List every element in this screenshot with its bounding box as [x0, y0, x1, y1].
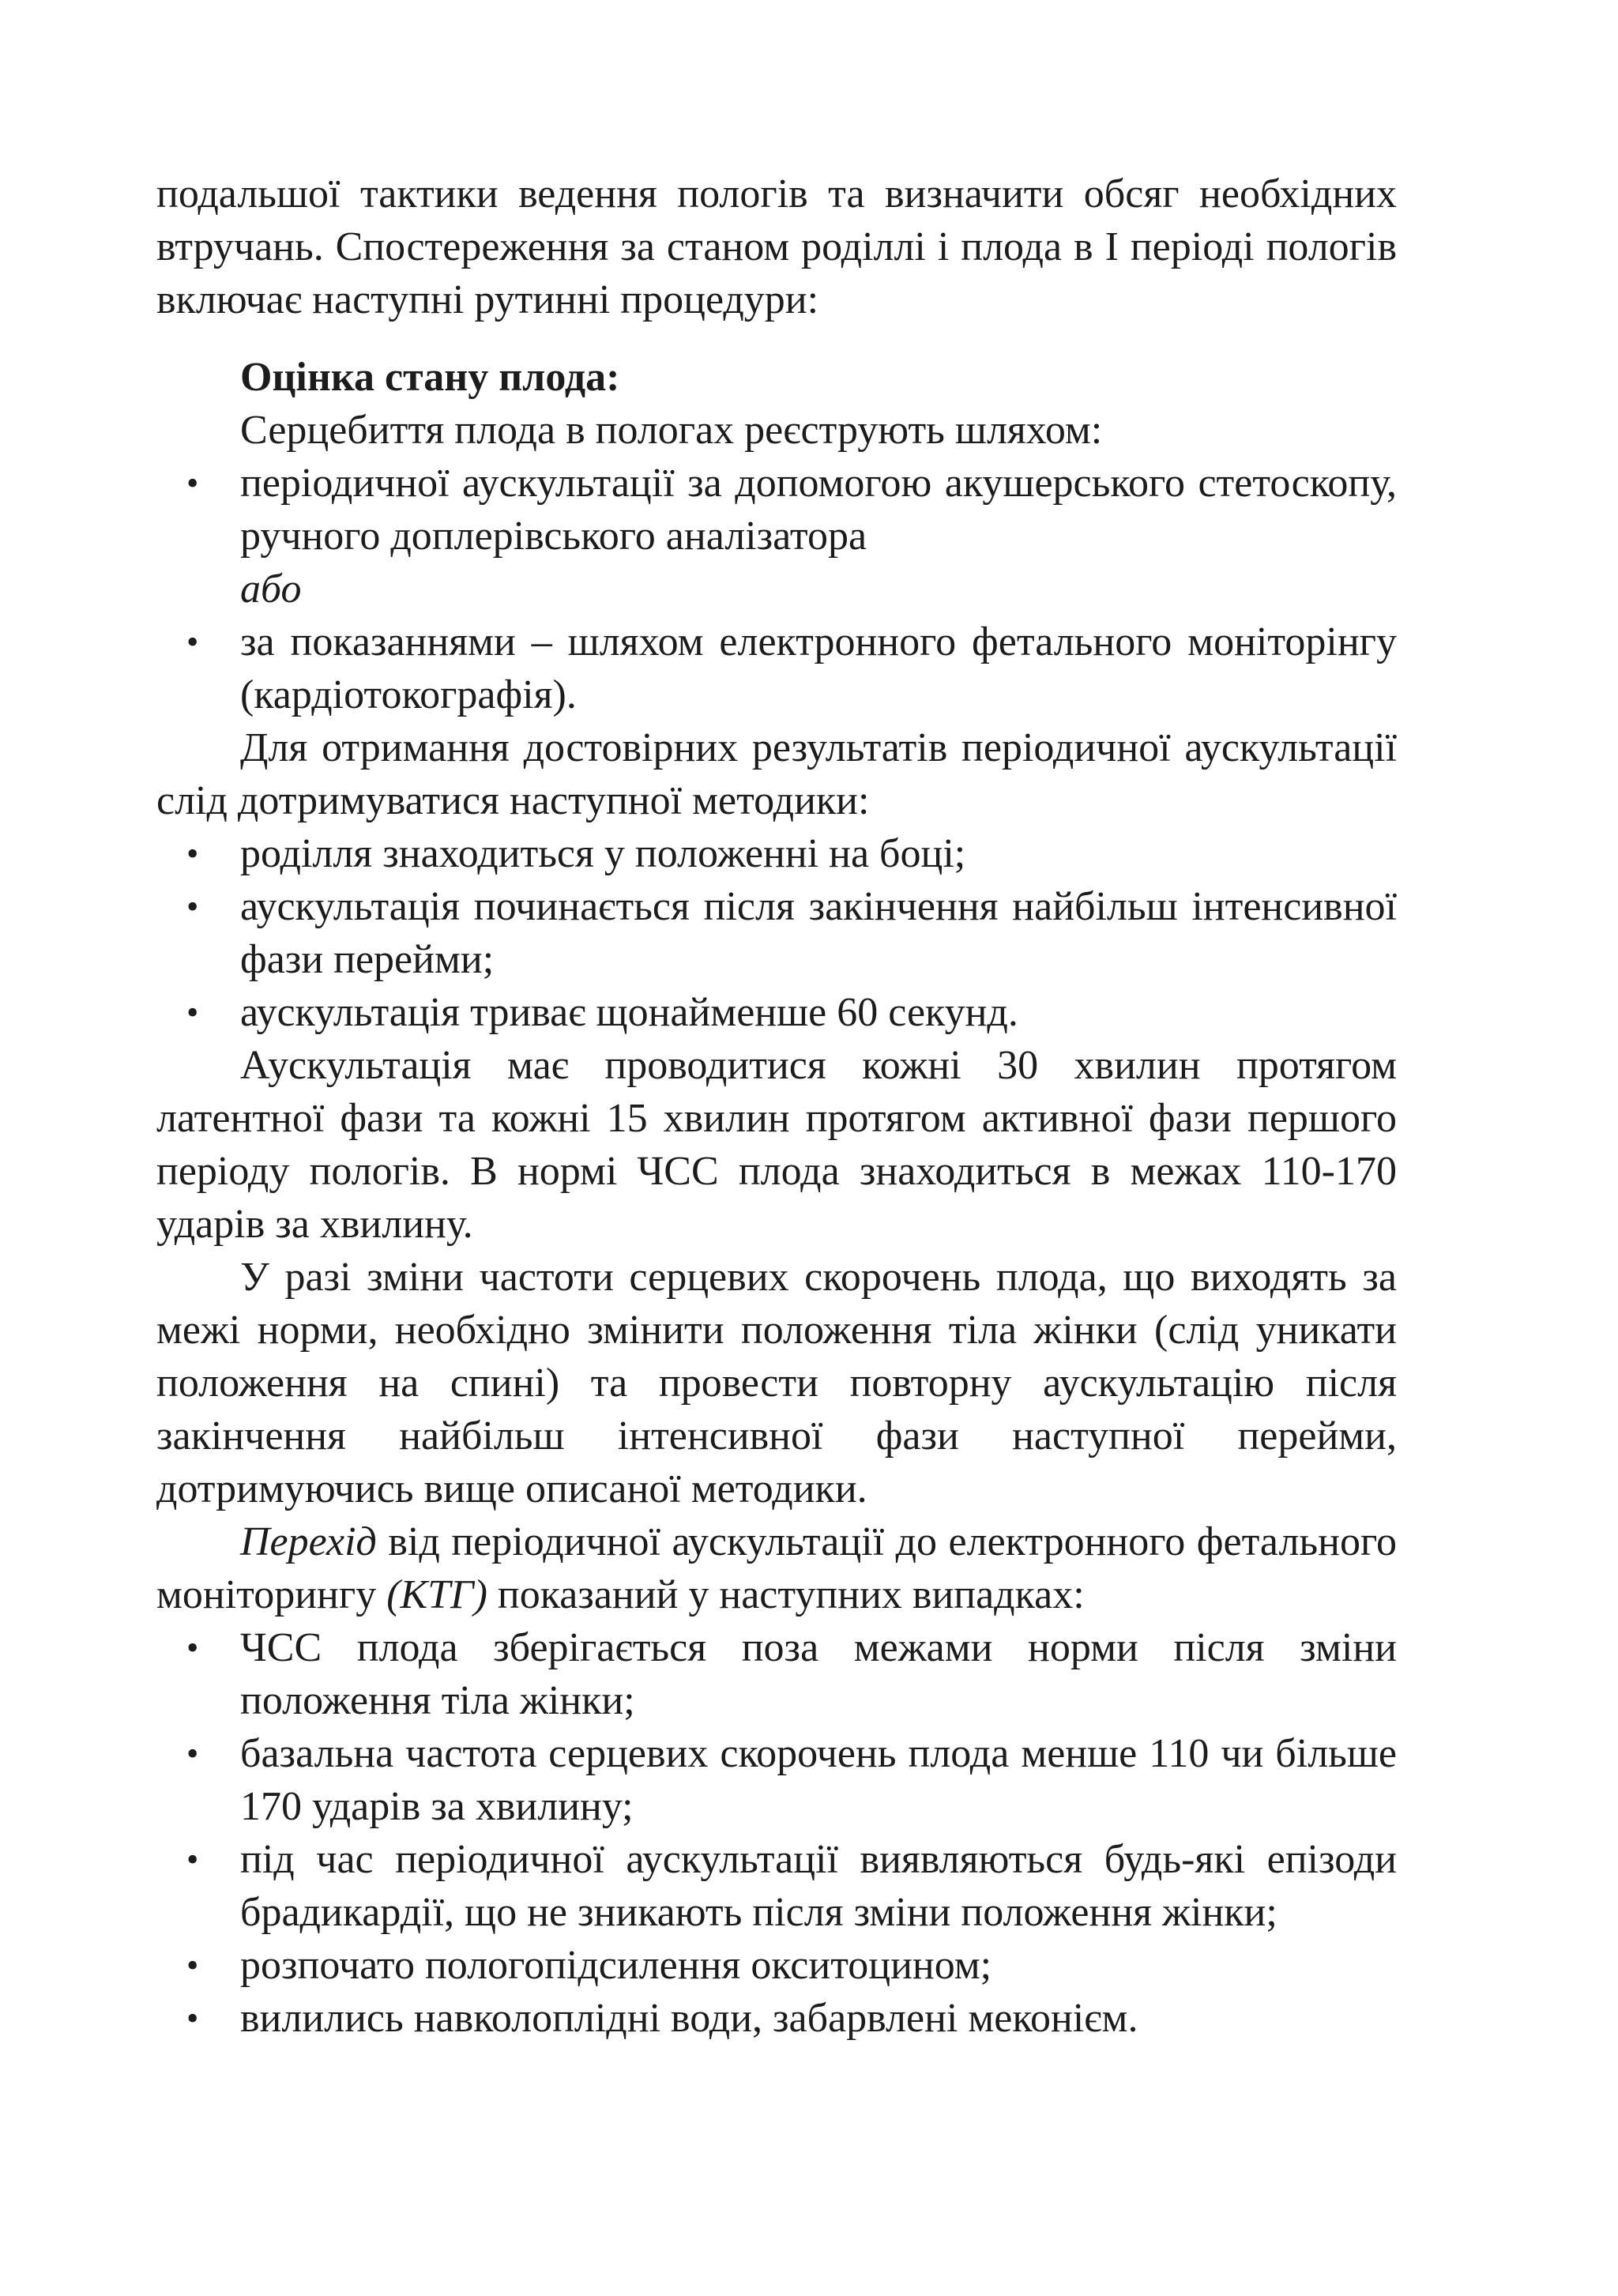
intro-paragraph: подальшої тактики ведення пологів та визначити обсяг необхідних втручань. Спостереження за станом роділлі і плода в І періоді пологів включає наступні рутинні процедури: [156, 171, 1397, 322]
list-item-text: розпочато пологопідсилення окситоцином; [240, 1943, 992, 1988]
list-item-text: аускультація починається після закінчення найбільш інтенсивної фази перейми; [240, 884, 1397, 982]
bullet-icon: • [186, 623, 199, 661]
list-item-text: під час періодичної аускультації виявляються будь-які епізоди брадикардії, що не зникають після зміни положення жінки; [240, 1837, 1397, 1935]
registration-methods-list [156, 457, 1397, 563]
bullet-icon: • [186, 1946, 199, 1985]
list-item [156, 1992, 1397, 2045]
list-item [156, 1833, 1397, 1939]
bullet-icon: • [186, 1840, 199, 1879]
bullet-icon: • [186, 834, 199, 873]
transition-cases-list [156, 1621, 1397, 2045]
list-item [156, 1621, 1397, 1727]
list-item [156, 986, 1397, 1039]
bullet-icon: • [186, 464, 199, 502]
section-lead: Серцебиття плода в пологах реєструють шляхом: [240, 408, 1103, 453]
list-item [156, 615, 1397, 721]
document-page [156, 167, 1397, 2045]
list-item [156, 827, 1397, 880]
bullet-icon: • [186, 887, 199, 926]
bullet-icon: • [186, 1999, 199, 2038]
bullet-icon: • [186, 1734, 199, 1773]
bullet-icon: • [186, 993, 199, 1032]
bullet-icon: • [186, 1628, 199, 1667]
list-item [156, 1727, 1397, 1833]
list-item-text: вилились навколоплідні води, забарвлені меконієм. [240, 1996, 1138, 2041]
transition-tail: показаний у наступних випадках: [487, 1572, 1085, 1617]
list-item-text: аускультація триває щонайменше 60 секунд. [240, 990, 1018, 1035]
transition-middle: від періодичної аускультації до електронного фетального моніторингу [156, 1519, 1397, 1617]
list-item [156, 880, 1397, 986]
methodology-list [156, 827, 1397, 1039]
list-item-text: роділля знаходиться у положенні на боці; [240, 831, 966, 876]
list-item-text: ЧСС плода зберігається поза межами норми після зміни положення тіла жінки; [240, 1625, 1397, 1723]
transition-paragraph [156, 1515, 1397, 1621]
frequency-paragraph: Аускультація має проводитися кожні 30 хвилин протягом латентної фази та кожні 15 хвилин протягом активної фази першого періоду пологів. В нормі ЧСС плода знаходиться в межах 110-170 ударів за хвилину. [156, 1043, 1397, 1247]
registration-methods-list-2 [156, 615, 1397, 721]
section-heading: Оцінка стану плода: [240, 355, 620, 400]
change-paragraph: У разі зміни частоти серцевих скорочень плода, що виходять за межі норми, необхідно змінити положення тіла жінки (слід уникати положення на спині) та провести повторну аускультацію після закінчення найбільш інтенсивної фази наступної перейми, дотримуючись вище описаної методики. [156, 1255, 1397, 1511]
or-word: або [240, 566, 302, 612]
methodology-lead: Для отримання достовірних результатів періодичної аускультації слід дотримуватися наступної методики: [156, 725, 1397, 823]
ktg-abbreviation: (КТГ) [386, 1572, 487, 1617]
list-item-text: періодичної аускультації за допомогою акушерського стетоскопу, ручного доплерівського аналізатора [240, 461, 1397, 559]
list-item [156, 457, 1397, 563]
list-item-text: за показаннями – шляхом електронного фетального моніторінгу (кардіотокографія). [240, 619, 1397, 717]
list-item [156, 1939, 1397, 1992]
list-item-text: базальна частота серцевих скорочень плода менше 110 чи більше 170 ударів за хвилину; [240, 1731, 1397, 1829]
transition-word: Перехід [240, 1519, 377, 1564]
